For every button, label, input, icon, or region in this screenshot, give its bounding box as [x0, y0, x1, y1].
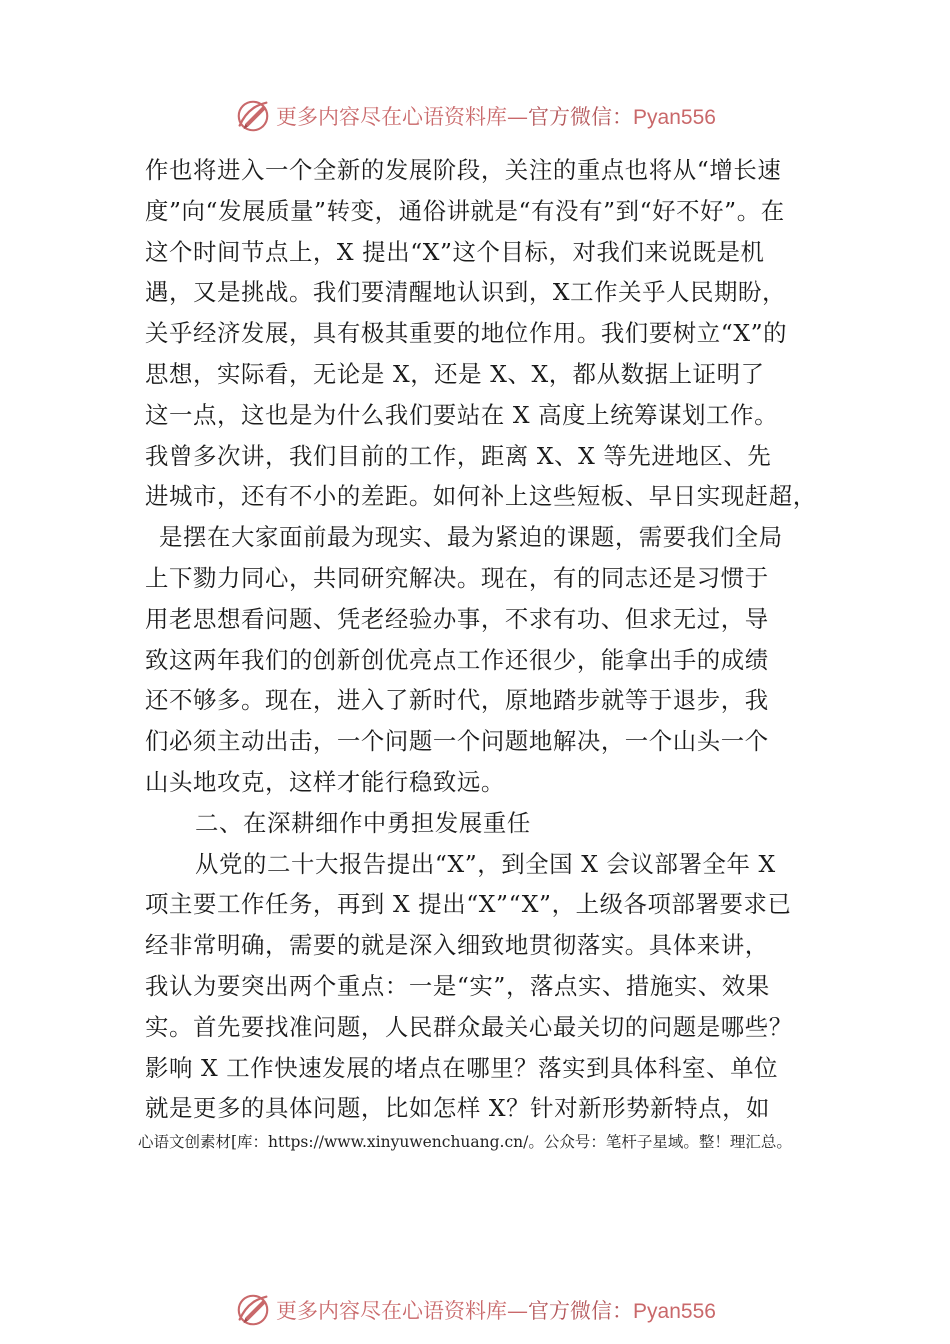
body-line: 是摆在大家面前最为现实、最为紧迫的课题，需要我们全局 — [159, 523, 783, 552]
document-body — [145, 150, 817, 1129]
body-line: 思想，实际看，无论是 X，还是 X、X，都从数据上证明了 — [145, 359, 765, 388]
body-line: 我曾多次讲，我们目前的工作，距离 X、X 等先进地区、先 — [145, 441, 772, 470]
body-line: 这一点，这也是为什么我们要站在 X 高度上统筹谋划工作。 — [145, 400, 779, 429]
body-line: 关乎经济发展，具有极其重要的地位作用。我们要树立“X”的 — [145, 319, 788, 348]
banner-text — [276, 1295, 716, 1325]
body-line: 就是更多的具体问题，比如怎样 X？针对新形势新特点，如 — [145, 1094, 771, 1123]
body-line: 影响 X 工作快速发展的堵点在哪里？落实到具体科室、单位 — [145, 1053, 779, 1082]
pen-logo-icon — [234, 1291, 272, 1329]
banner-wechat-label: 官方微信： — [528, 105, 634, 129]
banner-wechat-label: 官方微信： — [528, 1299, 634, 1323]
body-line: 进城市，还有不小的差距。如何补上这些短板、早日实现赶超， — [145, 482, 817, 511]
banner-main-text: 更多内容尽在心语资料库 — [276, 105, 508, 129]
body-line: 山头地攻克，这样才能行稳致远。 — [145, 767, 505, 796]
body-line: 上下勠力同心，共同研究解决。现在，有的同志还是习惯于 — [145, 563, 769, 592]
body-line: 项主要工作任务，再到 X 提出“X”“X”，上级各项部署要求已 — [145, 890, 792, 919]
banner-wechat-id: Pyan556 — [633, 1300, 716, 1323]
banner-main-text: 更多内容尽在心语资料库 — [276, 1299, 508, 1323]
pen-logo-icon — [234, 97, 272, 135]
banner-wechat-id: Pyan556 — [633, 106, 716, 129]
body-line: 作也将进入一个全新的发展阶段，关注的重点也将从“增长速 — [145, 156, 782, 184]
body-line: 遇，又是挑战。我们要清醒地认识到，X工作关乎人民期盼， — [145, 278, 787, 307]
body-line: 还不够多。现在，进入了新时代，原地踏步就等于退步，我 — [145, 686, 769, 715]
body-line: 这个时间节点上，X 提出“X”这个目标，对我们来说既是机 — [145, 237, 765, 266]
body-line: 们必须主动出击，一个问题一个问题地解决，一个山头一个 — [145, 727, 769, 756]
section-heading: 二、在深耕细作中勇担发展重任 — [195, 808, 531, 837]
banner-text — [276, 101, 716, 131]
banner-dash: — — [507, 1299, 529, 1323]
header-banner — [0, 96, 950, 136]
body-line: 度”向“发展质量”转变，通俗讲就是“有没有”到“好不好”。在 — [145, 196, 785, 225]
body-line: 致这两年我们的创新创优亮点工作还很少，能拿出手的成绩 — [145, 645, 769, 674]
footer-banner — [0, 1290, 950, 1330]
body-line: 经非常明确，需要的就是深入细致地贯彻落实。具体来讲， — [145, 931, 769, 960]
banner-dash: — — [507, 105, 529, 129]
body-line: 实。首先要找准问题，人民群众最关心最关切的问题是哪些？ — [145, 1012, 793, 1041]
body-line: 从党的二十大报告提出“X”，到全国 X 会议部署全年 X — [195, 849, 776, 878]
body-line: 用老思想看问题、凭老经验办事，不求有功、但求无过，导 — [145, 604, 769, 633]
body-line: 我认为要突出两个重点：一是“实”，落点实、措施实、效果 — [145, 971, 770, 1000]
source-note: 心语文创素材[库：https://www.xinyuwenchuang.cn/。公众号：笔杆子星域。整！理汇总。 — [138, 1133, 792, 1151]
